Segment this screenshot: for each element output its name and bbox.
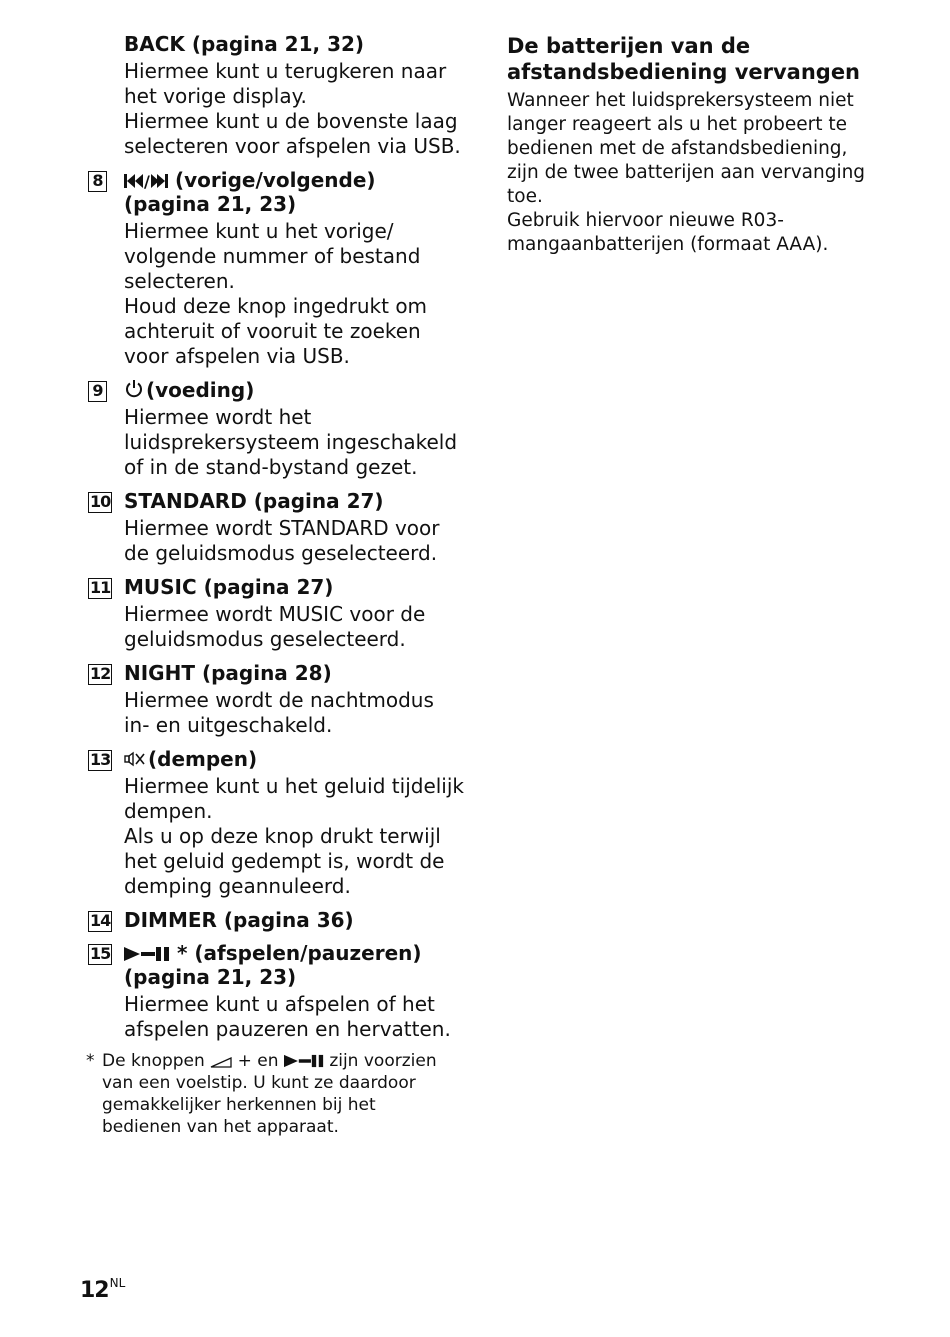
- desc-line: het vorige display.: [124, 84, 307, 108]
- desc-line: Als u op deze knop drukt terwijl: [124, 824, 441, 848]
- item-dimmer: [86, 908, 466, 932]
- item-description: [124, 774, 466, 899]
- heading-line: De batterijen van de: [507, 34, 751, 58]
- body-line: mangaanbatterijen (formaat AAA).: [507, 234, 829, 255]
- item-number: 9: [88, 381, 107, 402]
- item-title: [124, 941, 466, 989]
- item-title: DIMMER (pagina 36): [124, 908, 354, 932]
- mute-icon: [124, 747, 146, 771]
- item-description: [124, 992, 466, 1042]
- desc-line: geluidsmodus geselecteerd.: [124, 627, 406, 651]
- desc-line: Houd deze knop ingedrukt om: [124, 294, 428, 318]
- desc-line: Hiermee wordt de nachtmodus: [124, 688, 434, 712]
- item-description: [124, 516, 466, 566]
- desc-line: afspelen pauzeren en hervatten.: [124, 1017, 451, 1041]
- item-title-suffix: (vorige/volgende): [174, 168, 376, 192]
- heading-line: afstandsbediening vervangen: [507, 60, 861, 84]
- footnote-asterisk: *: [86, 1051, 95, 1071]
- desc-line: Hiermee kunt u het vorige/: [124, 219, 394, 243]
- item-title: [124, 378, 466, 402]
- desc-line: selecteren.: [124, 269, 235, 293]
- section-body: [507, 89, 877, 257]
- item-number: 10: [90, 492, 111, 511]
- desc-line: in- en uitgeschakeld.: [124, 713, 333, 737]
- desc-line: Hiermee kunt u afspelen of het: [124, 992, 435, 1016]
- item-title: MUSIC (pagina 27): [124, 575, 334, 599]
- footnote-text: + en: [237, 1051, 279, 1071]
- footnote-line: gemakkelijker herkennen bij het: [102, 1095, 376, 1115]
- prev-next-icon: [124, 168, 175, 192]
- desc-line: het geluid gedempt is, wordt de: [124, 849, 445, 873]
- item-number: 14: [90, 911, 111, 930]
- item-standard: [86, 489, 466, 566]
- page-number: [80, 1276, 125, 1303]
- body-line: Wanneer het luidsprekersysteem niet: [507, 90, 854, 111]
- item-description: [124, 602, 466, 652]
- footnote-line: van een voelstip. U kunt ze daardoor: [102, 1073, 416, 1093]
- item-number: 11: [90, 578, 111, 597]
- desc-line: demping geannuleerd.: [124, 874, 351, 898]
- desc-line: Hiermee wordt het: [124, 405, 312, 429]
- item-number: 12: [90, 664, 111, 683]
- desc-line: Hiermee wordt STANDARD voor: [124, 516, 440, 540]
- desc-line: Hiermee kunt u terugkeren naar: [124, 59, 447, 83]
- item-title: STANDARD (pagina 27): [124, 489, 384, 513]
- footnote-text: zijn voorzien: [329, 1051, 437, 1071]
- body-line: Gebruik hiervoor nieuwe R03-: [507, 210, 784, 231]
- desc-line: volgende nummer of bestand: [124, 244, 421, 268]
- body-line: langer reageert als u het probeert te: [507, 114, 847, 135]
- item-music: [86, 575, 466, 652]
- footnote-line: [102, 1050, 466, 1072]
- footnote-text: De knoppen: [102, 1051, 205, 1071]
- body-line: bedienen met de afstandsbediening,: [507, 138, 848, 159]
- item-title: [124, 747, 466, 771]
- right-column: [507, 33, 877, 257]
- item-mute: [86, 747, 466, 899]
- item-title-line2: (pagina 21, 23): [124, 965, 297, 989]
- item-description: [124, 59, 466, 159]
- item-number: 13: [90, 750, 111, 769]
- left-column: [86, 32, 466, 1138]
- section-heading: [507, 33, 877, 85]
- item-description: [124, 688, 466, 738]
- page-language: NL: [109, 1276, 126, 1290]
- body-line: zijn de twee batterijen aan vervanging: [507, 162, 866, 183]
- item-number: 8: [88, 171, 107, 192]
- footnote: [86, 1050, 466, 1138]
- desc-line: of in de stand-bystand gezet.: [124, 455, 418, 479]
- item-play-pause: [86, 941, 466, 1042]
- desc-line: selecteren voor afspelen via USB.: [124, 134, 461, 158]
- desc-line: Hiermee kunt u de bovenste laag: [124, 109, 458, 133]
- body-line: toe.: [507, 186, 543, 207]
- item-title-line2: (pagina 21, 23): [124, 192, 297, 216]
- item-title: NIGHT (pagina 28): [124, 661, 332, 685]
- svg-text:/: /: [144, 173, 150, 189]
- play-pause-icon: [284, 1051, 329, 1071]
- item-title-text: (dempen): [148, 747, 258, 771]
- desc-line: achteruit of vooruit te zoeken: [124, 319, 421, 343]
- item-title: BACK (pagina 21, 32): [124, 32, 365, 56]
- volume-plus-icon: [210, 1051, 237, 1071]
- item-description: [124, 405, 466, 480]
- desc-line: dempen.: [124, 799, 213, 823]
- item-prev-next: [86, 168, 466, 369]
- desc-line: voor afspelen via USB.: [124, 344, 350, 368]
- item-power: [86, 378, 466, 480]
- item-back: [86, 32, 466, 159]
- item-title-text: (voeding): [146, 378, 255, 402]
- desc-line: de geluidsmodus geselecteerd.: [124, 541, 438, 565]
- item-number: 15: [90, 944, 111, 963]
- desc-line: luidsprekersysteem ingeschakeld: [124, 430, 458, 454]
- item-title: [124, 168, 466, 216]
- footnote-line: bedienen van het apparaat.: [102, 1117, 339, 1137]
- power-icon: [124, 378, 144, 402]
- item-title-text: * (afspelen/pauzeren): [176, 941, 422, 965]
- item-night: [86, 661, 466, 738]
- item-description: [124, 219, 466, 369]
- desc-line: Hiermee wordt MUSIC voor de: [124, 602, 426, 626]
- desc-line: Hiermee kunt u het geluid tijdelijk: [124, 774, 464, 798]
- play-pause-icon: [124, 941, 177, 965]
- page-number-value: 12: [80, 1278, 109, 1303]
